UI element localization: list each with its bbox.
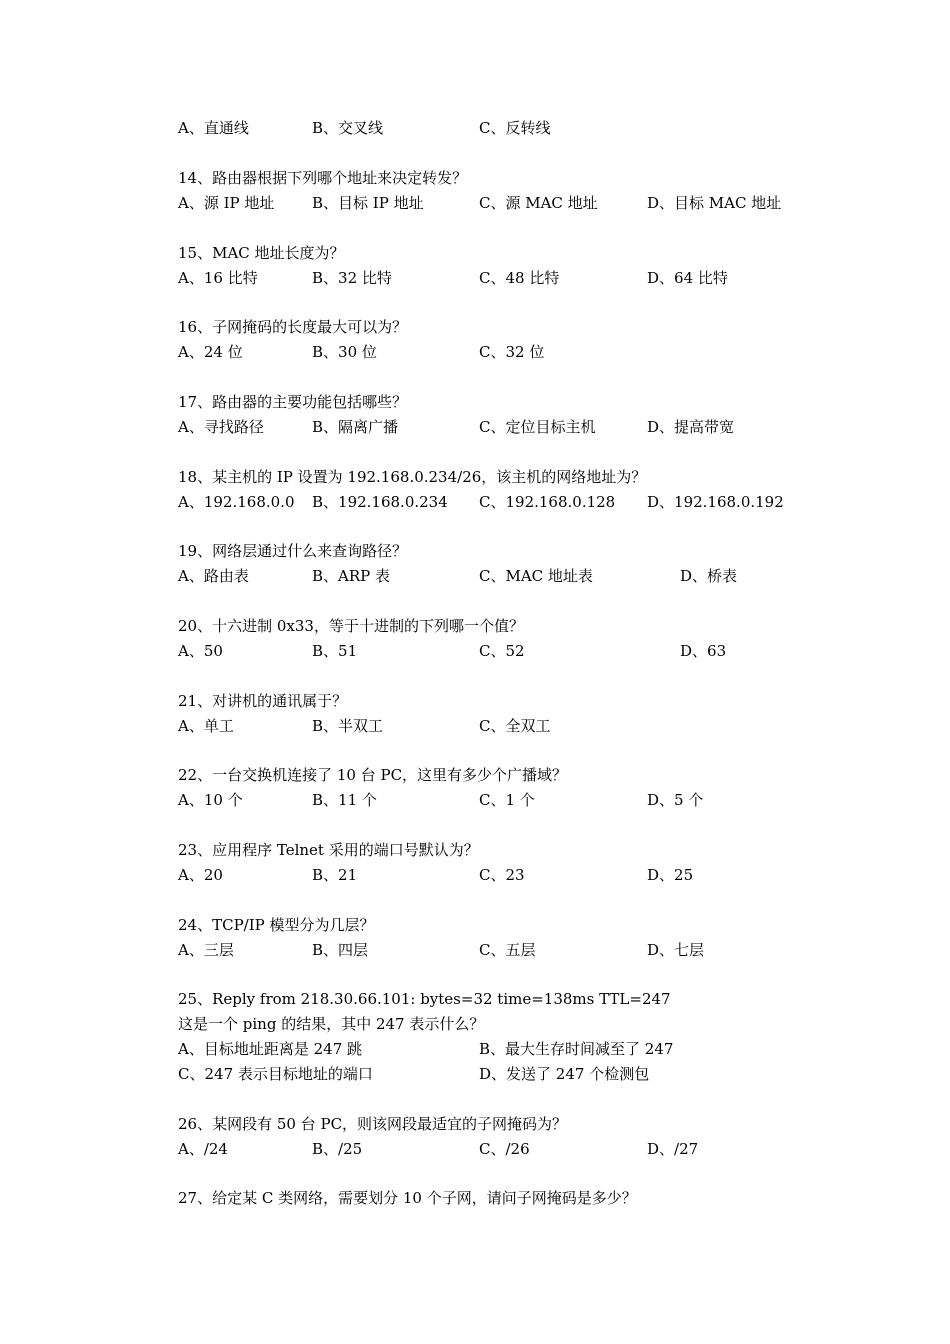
q19-question: 19、网络层通过什么来查询路径？ bbox=[178, 542, 408, 560]
q17-option-b: B、隔离广播 bbox=[312, 418, 399, 436]
q23-option-a: A、20 bbox=[178, 866, 223, 884]
q24-question: 24、TCP/IP 模型分为几层？ bbox=[178, 916, 375, 934]
q18-option-d: D、192.168.0.192 bbox=[647, 493, 784, 511]
q26-option-d: D、/27 bbox=[647, 1140, 699, 1158]
q21-question: 21、对讲机的通讯属于？ bbox=[178, 692, 348, 710]
q22-option-c: C、1 个 bbox=[479, 791, 535, 809]
q27-question: 27、给定某 C 类网络，需要划分 10 个子网，请问子网掩码是多少？ bbox=[178, 1189, 637, 1207]
q25-question: 25、Reply from 218.30.66.101: bytes=32 time=138ms TTL=247 bbox=[178, 990, 671, 1008]
q20-option-a: A、50 bbox=[178, 642, 223, 660]
q16-question: 16、子网掩码的长度最大可以为？ bbox=[178, 318, 408, 336]
q18-option-b: B、192.168.0.234 bbox=[312, 493, 448, 511]
q23-option-d: D、25 bbox=[647, 866, 694, 884]
q18-question: 18、某主机的 IP 设置为 192.168.0.234/26，该主机的网络地址为？ bbox=[178, 468, 647, 486]
q14-option-c: C、源 MAC 地址 bbox=[479, 194, 598, 212]
q24-option-d: D、七层 bbox=[647, 941, 705, 959]
q26-option-c: C、/26 bbox=[479, 1140, 530, 1158]
q14-option-a: A、源 IP 地址 bbox=[178, 194, 275, 212]
q23-option-c: C、23 bbox=[479, 866, 525, 884]
q22-option-d: D、5 个 bbox=[647, 791, 704, 809]
q25-option-c: C、247 表示目标地址的端口 bbox=[178, 1065, 373, 1083]
q18-option-c: C、192.168.0.128 bbox=[479, 493, 616, 511]
q25-option-d: D、发送了 247 个检测包 bbox=[479, 1065, 650, 1083]
q26-option-b: B、/25 bbox=[312, 1140, 363, 1158]
q15-option-d: D、64 比特 bbox=[647, 269, 728, 287]
q15-option-a: A、16 比特 bbox=[178, 269, 258, 287]
q19-option-a: A、路由表 bbox=[178, 567, 249, 585]
q17-option-d: D、提高带宽 bbox=[647, 418, 735, 436]
q13-option-b: B、交叉线 bbox=[312, 119, 384, 137]
q13-option-c: C、反转线 bbox=[479, 119, 551, 137]
q20-option-d: D、63 bbox=[680, 642, 727, 660]
q16-option-b: B、30 位 bbox=[312, 343, 377, 361]
q16-option-c: C、32 位 bbox=[479, 343, 545, 361]
q21-option-a: A、单工 bbox=[178, 717, 234, 735]
q24-option-a: A、三层 bbox=[178, 941, 234, 959]
q21-option-c: C、全双工 bbox=[479, 717, 551, 735]
q17-option-a: A、寻找路径 bbox=[178, 418, 264, 436]
q21-option-b: B、半双工 bbox=[312, 717, 384, 735]
q26-option-a: A、/24 bbox=[178, 1140, 228, 1158]
q19-option-b: B、ARP 表 bbox=[312, 567, 391, 585]
q17-question: 17、路由器的主要功能包括哪些？ bbox=[178, 393, 408, 411]
q25-option-a: A、目标地址距离是 247 跳 bbox=[178, 1040, 362, 1058]
q25-question-line2: 这是一个 ping 的结果，其中 247 表示什么？ bbox=[178, 1015, 485, 1033]
q14-option-b: B、目标 IP 地址 bbox=[312, 194, 424, 212]
q20-question: 20、十六进制 0x33，等于十进制的下列哪一个值？ bbox=[178, 617, 524, 635]
q23-question: 23、应用程序 Telnet 采用的端口号默认为？ bbox=[178, 841, 479, 859]
q24-option-c: C、五层 bbox=[479, 941, 536, 959]
q16-option-a: A、24 位 bbox=[178, 343, 243, 361]
q14-question: 14、路由器根据下列哪个地址来决定转发？ bbox=[178, 169, 468, 187]
q15-option-c: C、48 比特 bbox=[479, 269, 560, 287]
q19-option-d: D、桥表 bbox=[680, 567, 738, 585]
q22-option-a: A、10 个 bbox=[178, 791, 243, 809]
q20-option-b: B、51 bbox=[312, 642, 358, 660]
q17-option-c: C、定位目标主机 bbox=[479, 418, 596, 436]
q20-option-c: C、52 bbox=[479, 642, 525, 660]
q13-option-a: A、直通线 bbox=[178, 119, 249, 137]
q25-option-b: B、最大生存时间减至了 247 bbox=[479, 1040, 674, 1058]
q15-option-b: B、32 比特 bbox=[312, 269, 392, 287]
q24-option-b: B、四层 bbox=[312, 941, 369, 959]
q18-option-a: A、192.168.0.0 bbox=[178, 493, 295, 511]
q15-question: 15、MAC 地址长度为？ bbox=[178, 244, 345, 262]
q26-question: 26、某网段有 50 台 PC，则该网段最适宜的子网掩码为？ bbox=[178, 1115, 568, 1133]
q19-option-c: C、MAC 地址表 bbox=[479, 567, 593, 585]
q22-option-b: B、11 个 bbox=[312, 791, 377, 809]
q22-question: 22、一台交换机连接了 10 台 PC，这里有多少个广播域？ bbox=[178, 766, 568, 784]
q14-option-d: D、目标 MAC 地址 bbox=[647, 194, 782, 212]
q23-option-b: B、21 bbox=[312, 866, 358, 884]
